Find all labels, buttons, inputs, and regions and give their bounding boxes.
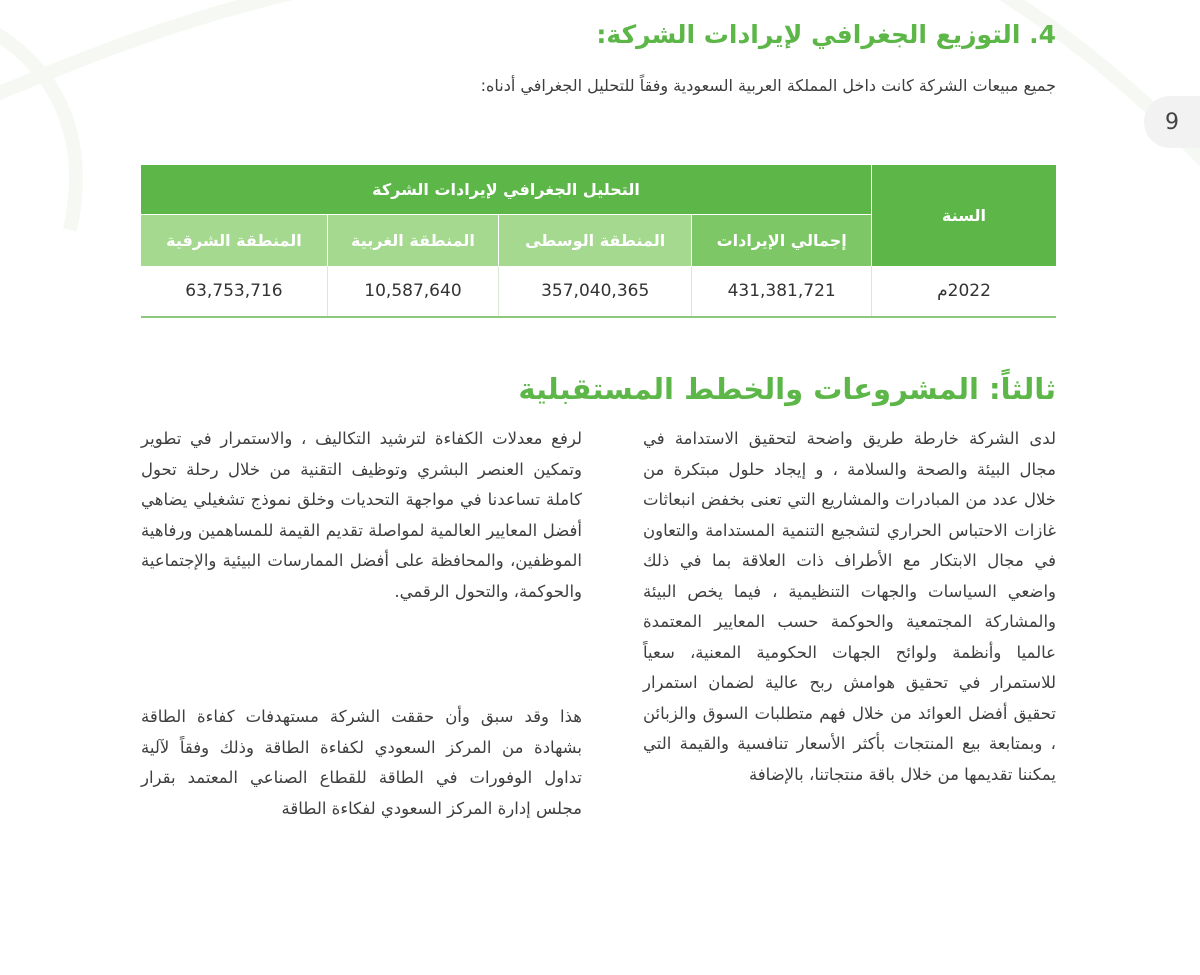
year-header: السنة — [872, 165, 1057, 266]
cell-western-region: 10,587,640 — [327, 266, 498, 317]
group-header: التحليل الجغرافي لإيرادات الشركة — [141, 165, 872, 215]
section-heading-projects: ثالثاً: المشروعات والخطط المستقبلية — [518, 372, 1056, 406]
cell-eastern-region: 63,753,716 — [141, 266, 327, 317]
header-total-revenue: إجمالي الإيرادات — [692, 215, 872, 267]
intro-text: جميع مبيعات الشركة كانت داخل المملكة العربية السعودية وفقاً للتحليل الجغرافي أدناه: — [480, 76, 1056, 95]
cell-year: 2022م — [872, 266, 1057, 317]
paragraph-left-2: هذا وقد سبق وأن حققت الشركة مستهدفات كفاءة الطاقة بشهادة من المركز السعودي لكفاءة الطاقة وذلك وفقاً لآلية تداول الوفورات في الطاقة للقطاع الصناعي المعتمد بقرار مجلس إدارة المركز السعودي لفكاءة الطاقة — [141, 707, 582, 818]
paragraph-right: لدى الشركة خارطة طريق واضحة لتحقيق الاستدامة في مجال البيئة والصحة والسلامة ، و إيجاد حلول مبتكرة من خلال عدد من المبادرات والمشاريع التي تعنى بخفض انبعاثات غازات الاحتباس الحراري لتشجيع التنمية المستدامة والتعاون في مجال الابتكار مع الأطراف ذات العلاقة بما في ذلك واضعي السياسات والجهات التنظيمية ، فيما يخص البيئة والمشاركة المجتمعية والحوكمة حسب المعايير المعتمدة عالميا وأنظمة ولوائح الجهات الحكومية المعنية، سعياً للاستمرار في تحقيق هوامش ربح عالية لضمان استمرار تحقيق أفضل العوائد من خلال فهم متطلبات السوق والزبائن ، وبمتابعة بيع المنتجات بأكثر الأسعار تنافسية والقيمة التي يمكننا تقديمها من خلال باقة منتجاتنا، بالإضافة — [643, 429, 1056, 784]
page-number: 9 — [1144, 96, 1200, 148]
cell-total-revenue: 431,381,721 — [692, 266, 872, 317]
section-heading-geographic: 4. التوزيع الجغرافي لإيرادات الشركة: — [596, 20, 1056, 49]
cell-central-region: 357,040,365 — [499, 266, 692, 317]
header-western-region: المنطقة الغربية — [327, 215, 498, 267]
table-row — [141, 266, 1056, 317]
header-eastern-region: المنطقة الشرقية — [141, 215, 327, 267]
header-central-region: المنطقة الوسطى — [499, 215, 692, 267]
revenue-table — [141, 165, 1056, 318]
paragraph-left-1: لرفع معدلات الكفاءة لترشيد التكاليف ، والاستمرار في تطوير وتمكين العنصر البشري وتوظيف التقنية من خلال رحلة تحول كاملة تساعدنا في مواجهة التحديات وخلق نموذج تشغيلي يضاهي أفضل المعايير العالمية لمواصلة تقديم القيمة للمساهمين ورفاهية الموظفين، والمحافظة على أفضل الممارسات البيئية والإجتماعية والحوكمة، والتحول الرقمي. — [141, 429, 582, 601]
